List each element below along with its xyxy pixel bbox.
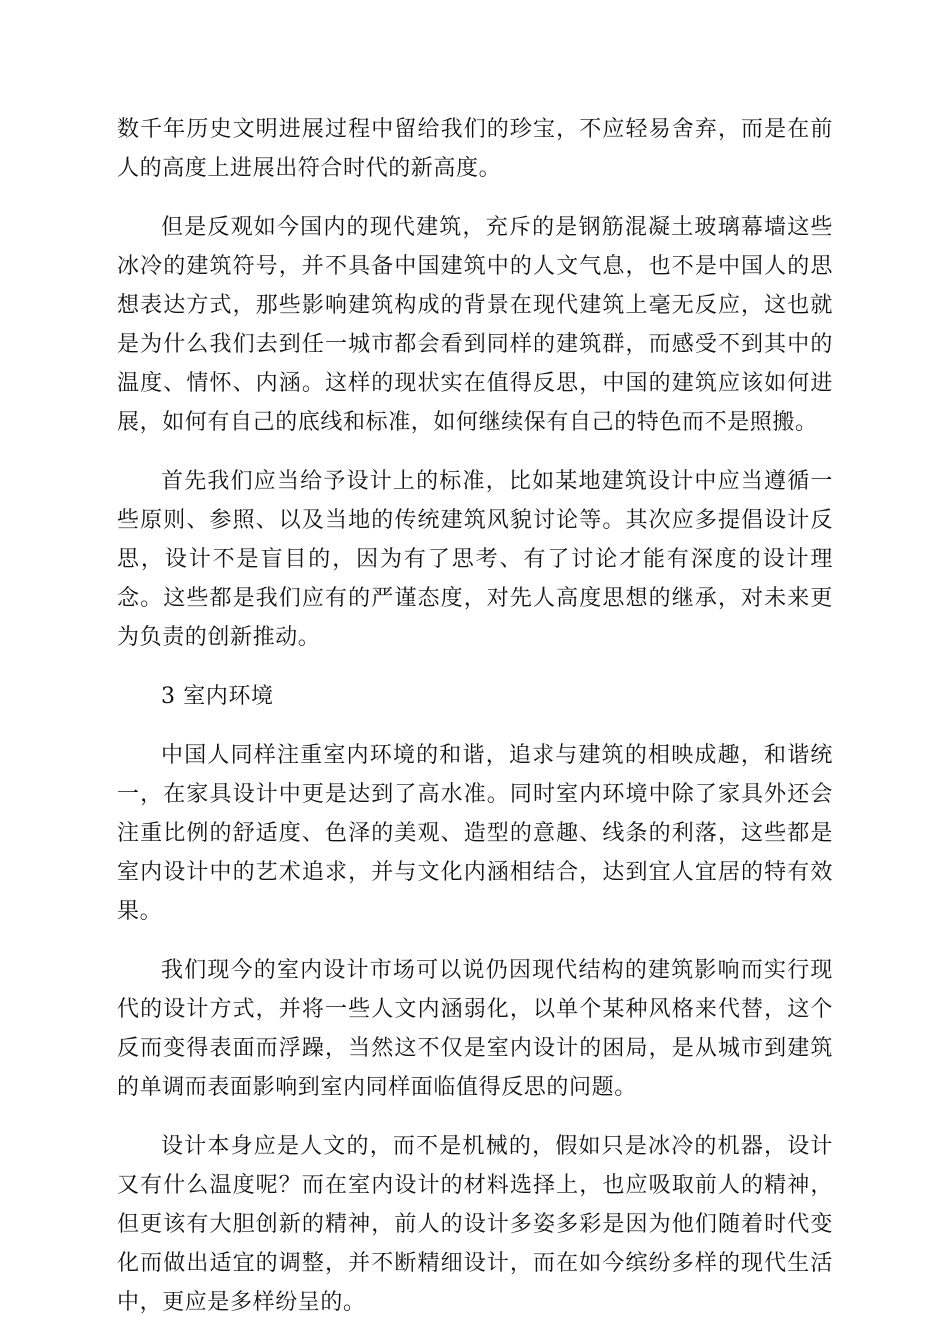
paragraph-continuation: 数千年历史文明进展过程中留给我们的珍宝，不应轻易舍弃，而是在前人的高度上进展出符合时代的新高度。 (117, 117, 833, 181)
paragraph-interior-harmony: 中国人同样注重室内环境的和谐，追求与建筑的相映成趣，和谐统一，在家具设计中更是达到了高水准。同时室内环境中除了家具外还会注重比例的舒适度、色泽的美观、造型的意趣、线条的利落，这些都是室内设计中的艺术追求，并与文化内涵相结合，达到宜人宜居的特有效果。 (117, 743, 833, 924)
paragraph-modern-architecture: 但是反观如今国内的现代建筑，充斥的是钢筋混凝土玻璃幕墙这些冰冷的建筑符号，并不具备中国建筑中的人文气息，也不是中国人的思想表达方式，那些影响建筑构成的背景在现代建筑上毫无反应，这也就是为什么我们去到任一城市都会看到同样的建筑群，而感受不到其中的温度、情怀、内涵。这样的现状实在值得反思，中国的建筑应该如何进展，如何有自己的底线和标准，如何继续保有自己的特色而不是照搬。 (117, 215, 833, 435)
paragraph-design-standards: 首先我们应当给予设计上的标准，比如某地建筑设计中应当遵循一些原则、参照、以及当地的传统建筑风貌讨论等。其次应多提倡设计反思，设计不是盲目的，因为有了思考、有了讨论才能有深度的设计理念。这些都是我们应有的严谨态度，对先人高度思想的继承，对未来更为负责的创新推动。 (117, 469, 833, 650)
paragraph-interior-market: 我们现今的室内设计市场可以说仍因现代结构的建筑影响而实行现代的设计方式，并将一些人文内涵弱化，以单个某种风格来代替，这个反而变得表面而浮躁，当然这不仅是室内设计的困局，是从城市到建筑的单调而表面影响到室内同样面临值得反思的问题。 (117, 958, 833, 1100)
section-heading-interior: 3 室内环境 (161, 684, 274, 709)
paragraph-design-humanity: 设计本身应是人文的，而不是机械的，假如只是冰冷的机器，设计又有什么温度呢？而在室内设计的材料选择上，也应吸取前人的精神，但更该有大胆创新的精神，前人的设计多姿多彩是因为他们随着时代变化而做出适宜的调整，并不断精细设计，而在如今缤纷多样的现代生活中，更应是多样纷呈的。 (117, 1134, 833, 1315)
document-body (117, 110, 833, 1342)
